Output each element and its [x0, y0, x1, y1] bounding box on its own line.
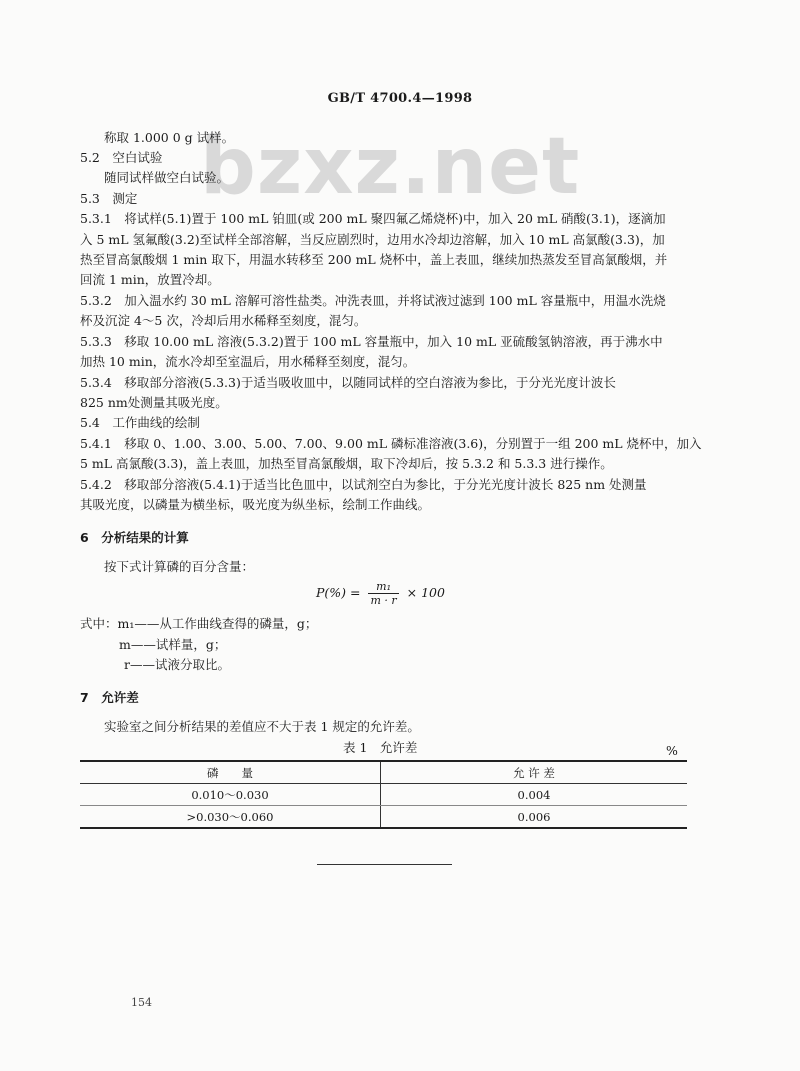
page-number: 154: [131, 996, 152, 1009]
formula: [316, 580, 445, 607]
text-line: 825 nm处测量其吸光度。: [80, 395, 228, 410]
text-line: 5.3.2 加入温水约 30 mL 溶解可溶性盐类。冲洗表皿，并将试液过滤到 100 mL 容量瓶中，用温水洗烧: [80, 293, 666, 308]
tolerance-table: [80, 760, 687, 829]
section-5-3-heading: 5.3 测定: [80, 191, 138, 206]
text-line: 回流 1 min，放置冷却。: [80, 272, 220, 287]
text-line: 杯及沉淀 4～5 次，冷却后用水稀释至刻度，混匀。: [80, 313, 367, 328]
document-header: GB/T 4700.4—1998: [327, 91, 473, 106]
text-line: 5.4.2 移取部分溶液(5.4.1)于适当比色皿中，以试剂空白为参比，于分光光度计波长 825 nm 处测量: [80, 477, 647, 492]
text-line: 随同试样做空白试验。: [104, 170, 230, 185]
formula-numerator: m₁: [368, 580, 398, 594]
watermark: bzxz.net: [200, 122, 581, 212]
text-line: 入 5 mL 氢氟酸(3.2)至试样全部溶解，当反应剧烈时，边用水冷却边溶解，加入 10 mL 高氯酸(3.3)，加: [80, 232, 665, 247]
end-rule: [317, 864, 452, 865]
table-unit: %: [666, 743, 678, 758]
table-cell: >0.030～0.060: [80, 806, 381, 829]
table-cell: 0.006: [381, 806, 688, 829]
text-line: 热至冒高氯酸烟 1 min 取下，用温水转移至 200 mL 烧杯中，盖上表皿，继续加热蒸发至冒高氯酸烟，并: [80, 252, 668, 267]
section-7-heading: 7 允许差: [80, 690, 139, 705]
text-line: 5.3.3 移取 10.00 mL 溶液(5.3.2)置于 100 mL 容量瓶中，加入 10 mL 亚硫酸氢钠溶液，再于沸水中: [80, 334, 663, 349]
formula-denominator: m · r: [370, 594, 397, 607]
text-line: 其吸光度，以磷量为横坐标，吸光度为纵坐标，绘制工作曲线。: [80, 497, 431, 512]
column-header: 磷 量: [80, 761, 381, 784]
section-6-heading: 6 分析结果的计算: [80, 530, 189, 545]
table-cell: 0.010～0.030: [80, 784, 381, 806]
table-row: [80, 784, 687, 806]
formula-rhs: × 100: [406, 585, 445, 600]
text-line: 5 mL 高氯酸(3.3)，盖上表皿，加热至冒高氯酸烟，取下冷却后，按 5.3.2 和 5.3.3 进行操作。: [80, 456, 613, 471]
formula-fraction: [368, 580, 398, 607]
section-5-4-heading: 5.4 工作曲线的绘制: [80, 415, 200, 430]
text-line: 实验室之间分析结果的差值应不大于表 1 规定的允许差。: [104, 719, 420, 734]
text-line: 称取 1.000 0 g 试样。: [104, 130, 235, 145]
text-line: 按下式计算磷的百分含量：: [104, 559, 255, 574]
text-line: 加热 10 min，流水冷却至室温后，用水稀释至刻度，混匀。: [80, 354, 416, 369]
text-line: 5.3.1 将试样(5.1)置于 100 mL 铂皿(或 200 mL 聚四氟乙烯烧杯)中，加入 20 mL 硝酸(3.1)，逐滴加: [80, 211, 666, 226]
table-cell: 0.004: [381, 784, 688, 806]
table-row: [80, 806, 687, 829]
text-line: 5.3.4 移取部分溶液(5.3.3)于适当吸收皿中，以随同试样的空白溶液为参比，于分光光度计波长: [80, 375, 616, 390]
formula-legend-line: 式中：m₁——从工作曲线查得的磷量，g；: [80, 616, 318, 631]
text-line: 5.4.1 移取 0、1.00、3.00、5.00、7.00、9.00 mL 磷标准溶液(3.6)，分别置于一组 200 mL 烧杯中，加入: [80, 436, 702, 451]
section-5-2-heading: 5.2 空白试验: [80, 150, 163, 165]
table-title: 表 1 允许差: [343, 740, 418, 755]
formula-legend-line: m——试样量，g；: [119, 637, 227, 652]
column-header: 允 许 差: [381, 761, 688, 784]
formula-lhs: P(%) =: [316, 585, 361, 600]
formula-legend-line: r——试液分取比。: [124, 657, 230, 672]
